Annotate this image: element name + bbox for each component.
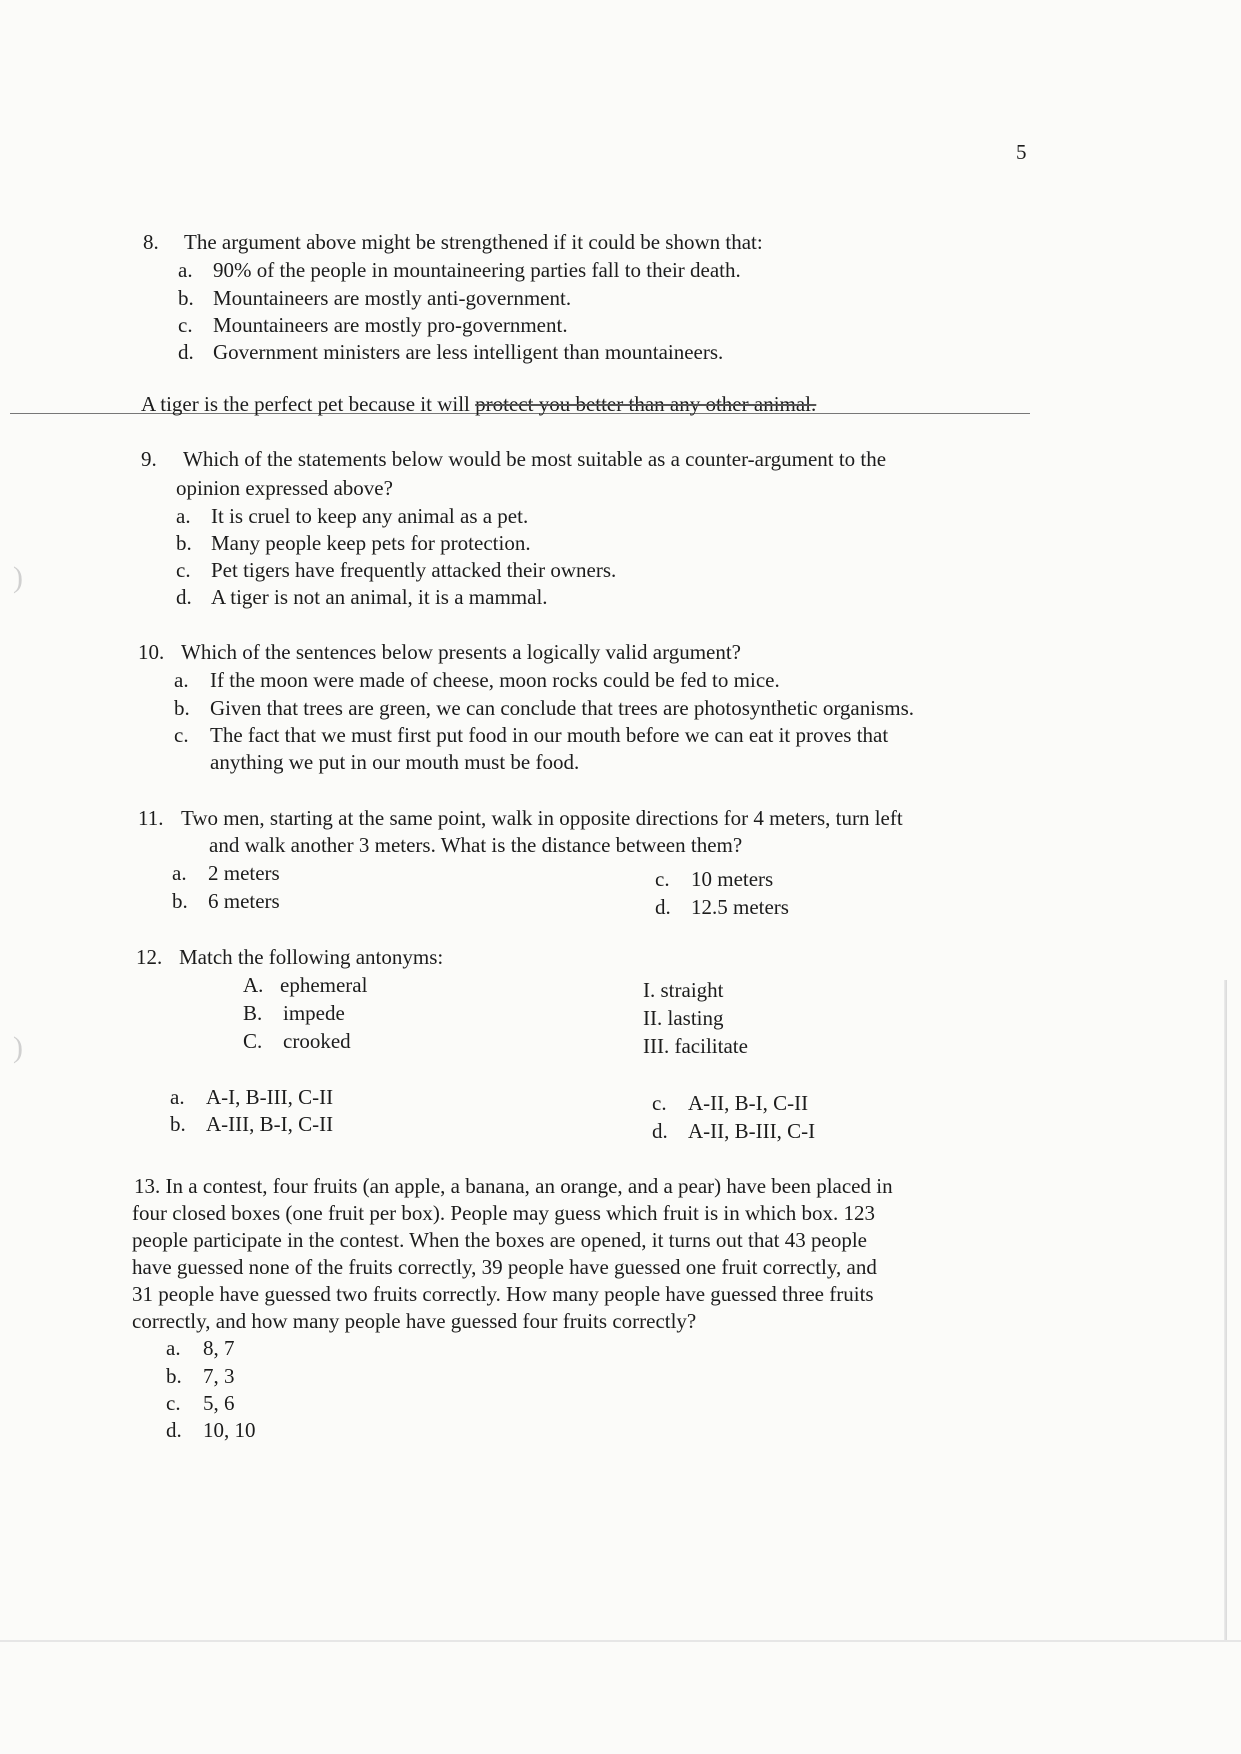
q11-option-d-letter: d. <box>655 895 671 919</box>
q11-text-line2: and walk another 3 meters. What is the distance between them? <box>209 833 743 857</box>
q12-right-1: I. straight <box>643 978 724 1002</box>
q9-text-line2: opinion expressed above? <box>176 476 393 500</box>
q12-left-a: ephemeral <box>280 973 368 997</box>
q13-text-line6: correctly, and how many people have guessed four fruits correctly? <box>132 1309 697 1333</box>
q13-text-line5: 31 people have guessed two fruits correctly. How many people have guessed three fruits <box>132 1282 874 1306</box>
page-number: 5 <box>1016 140 1027 164</box>
q9-option-c: Pet tigers have frequently attacked their owners. <box>211 558 617 582</box>
q13-option-b-letter: b. <box>166 1364 182 1388</box>
q12-option-a-letter: a. <box>170 1085 185 1109</box>
q9-option-b-letter: b. <box>176 531 192 555</box>
q12-number: 12. <box>136 945 163 969</box>
q9-text-line1: Which of the statements below would be most suitable as a counter-argument to the <box>183 447 887 471</box>
q12-left-b: impede <box>283 1001 345 1025</box>
q9-option-a-letter: a. <box>176 504 191 528</box>
q13-option-a-letter: a. <box>166 1336 181 1360</box>
q8-option-c-letter: c. <box>178 313 193 337</box>
q12-option-b-letter: b. <box>170 1112 186 1136</box>
scan-edge <box>1224 980 1227 1640</box>
q11-number: 11. <box>138 806 164 830</box>
q9-option-a: It is cruel to keep any animal as a pet. <box>211 504 529 528</box>
q8-text: The argument above might be strengthened if it could be shown that: <box>184 230 763 254</box>
q12-option-b: A-III, B-I, C-II <box>206 1112 334 1136</box>
q10-number: 10. <box>138 640 165 664</box>
q13-text-line4: have guessed none of the fruits correctly, 39 people have guessed one fruit correctly, and <box>132 1255 877 1279</box>
q8-option-a-letter: a. <box>178 258 193 282</box>
q12-left-a-letter: A. <box>243 973 264 997</box>
q10-text: Which of the sentences below presents a logically valid argument? <box>181 640 742 664</box>
q10-option-c-line2: anything we put in our mouth must be food. <box>210 750 580 774</box>
tiger-statement-part1: A tiger is the perfect pet because it will <box>141 392 476 416</box>
q11-text-line1: Two men, starting at the same point, walk in opposite directions for 4 meters, turn left <box>181 806 903 830</box>
q8-number: 8. <box>143 230 159 254</box>
tiger-statement <box>141 392 816 416</box>
q9-option-c-letter: c. <box>176 558 191 582</box>
q12-right-3: III. facilitate <box>643 1034 748 1058</box>
q13-option-c-letter: c. <box>166 1391 181 1415</box>
q8-option-d-letter: d. <box>178 340 194 364</box>
q11-option-b-letter: b. <box>172 889 188 913</box>
q12-option-a: A-I, B-III, C-II <box>206 1085 334 1109</box>
q13-option-b: 7, 3 <box>203 1364 235 1388</box>
q13-text-line1: 13. In a contest, four fruits (an apple, a banana, an orange, and a pear) have been placed in <box>134 1174 893 1198</box>
q8-option-b: Mountaineers are mostly anti-government. <box>213 286 572 310</box>
q10-option-a-letter: a. <box>174 668 189 692</box>
q13-option-d-letter: d. <box>166 1418 182 1442</box>
q11-option-c-letter: c. <box>655 867 670 891</box>
q12-option-d-letter: d. <box>652 1119 668 1143</box>
q9-option-d-letter: d. <box>176 585 192 609</box>
q12-left-b-letter: B. <box>243 1001 263 1025</box>
q13-text-line3: people participate in the contest. When the boxes are opened, it turns out that 43 people <box>132 1228 867 1252</box>
q11-option-c: 10 meters <box>691 867 774 891</box>
q10-option-b-letter: b. <box>174 696 190 720</box>
q8-option-a: 90% of the people in mountaineering parties fall to their death. <box>213 258 741 282</box>
tiger-statement-part2: protect you better than any other animal. <box>475 392 817 416</box>
q8-option-b-letter: b. <box>178 286 194 310</box>
q13-option-a: 8, 7 <box>203 1336 235 1360</box>
q11-option-d: 12.5 meters <box>691 895 789 919</box>
punch-hole-mark: ) <box>13 561 23 594</box>
q13-text-line2: four closed boxes (one fruit per box). People may guess which fruit is in which box. 123 <box>132 1201 876 1225</box>
q8-option-c: Mountaineers are mostly pro-government. <box>213 313 568 337</box>
q9-option-d: A tiger is not an animal, it is a mammal. <box>211 585 548 609</box>
q12-left-c: crooked <box>283 1029 351 1053</box>
q9-option-b: Many people keep pets for protection. <box>211 531 531 555</box>
q9-number: 9. <box>141 447 157 471</box>
q10-option-c: The fact that we must first put food in our mouth before we can eat it proves that <box>210 723 889 747</box>
punch-hole-mark: ) <box>13 1031 23 1064</box>
q11-option-b: 6 meters <box>208 889 280 913</box>
q11-option-a: 2 meters <box>208 861 280 885</box>
q10-option-c-letter: c. <box>174 723 189 747</box>
q10-option-a: If the moon were made of cheese, moon rocks could be fed to mice. <box>210 668 780 692</box>
q12-text: Match the following antonyms: <box>179 945 444 969</box>
q13-option-c: 5, 6 <box>203 1391 235 1415</box>
scan-edge-bottom <box>0 1640 1241 1642</box>
q12-right-2: II. lasting <box>643 1006 724 1030</box>
q10-option-b: Given that trees are green, we can conclude that trees are photosynthetic organisms. <box>210 696 915 720</box>
q11-option-a-letter: a. <box>172 861 187 885</box>
q12-option-c: A-II, B-I, C-II <box>688 1091 809 1115</box>
q12-option-d: A-II, B-III, C-I <box>688 1119 816 1143</box>
q12-left-c-letter: C. <box>243 1029 263 1053</box>
q13-option-d: 10, 10 <box>203 1418 256 1442</box>
q8-option-d: Government ministers are less intelligent than mountaineers. <box>213 340 724 364</box>
q12-option-c-letter: c. <box>652 1091 667 1115</box>
